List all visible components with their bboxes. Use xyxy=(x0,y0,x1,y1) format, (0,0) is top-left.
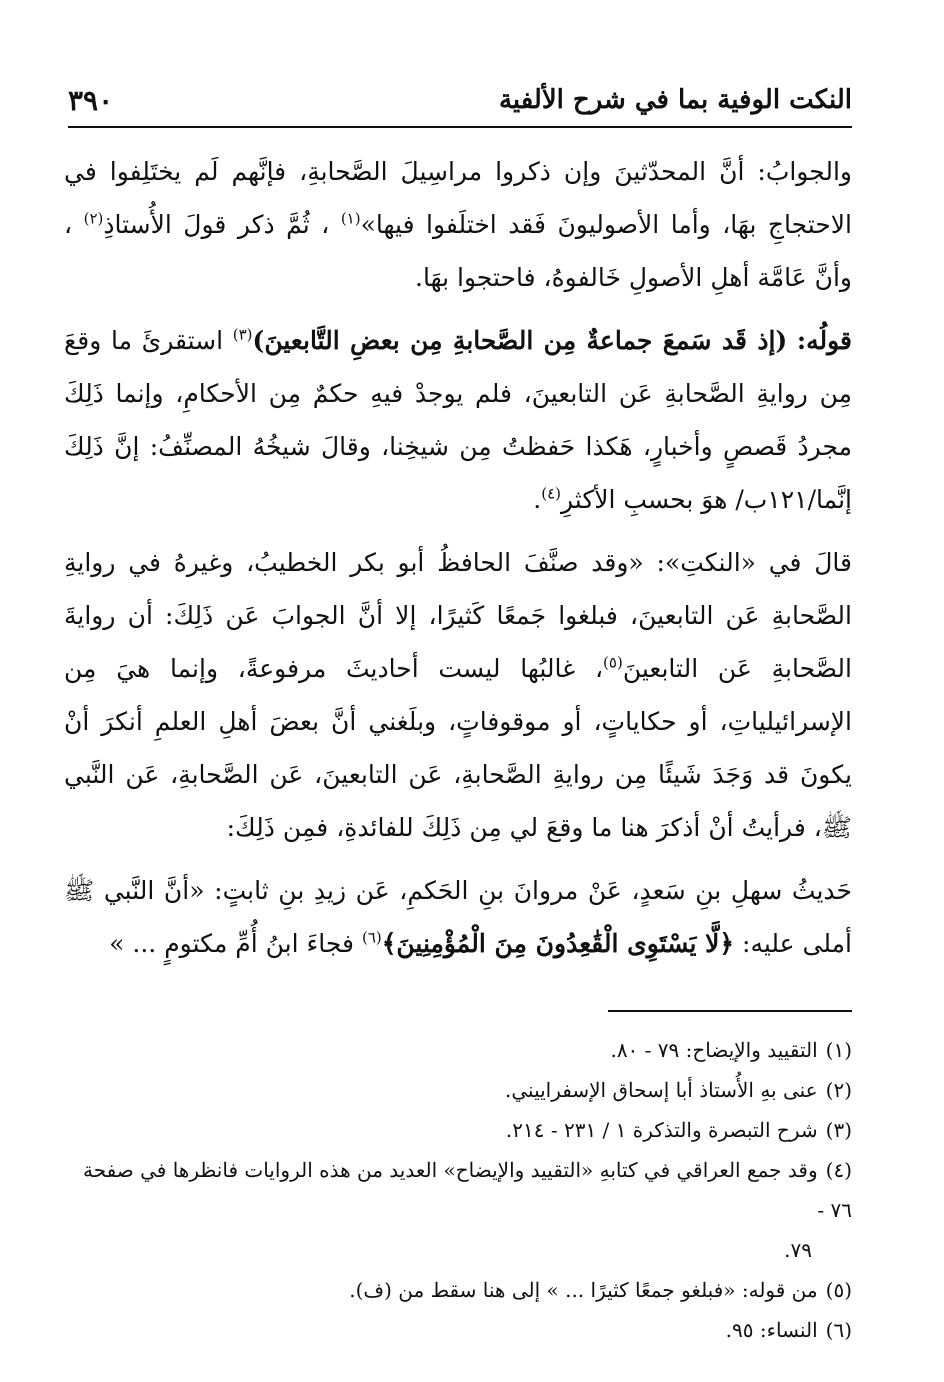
header-divider xyxy=(68,126,852,128)
footnote-4-continued xyxy=(64,1230,852,1270)
paragraph-3-text-a: قالَ في «النكتِ»: «وقد صنَّفَ الحافظُ أبو بكر الخطيبُ، وغيرهُ في روايةِ الصَّحابةِ عَن التابعينَ، فبلغوا جَمعًا كَثيرًا، إلا أنَّ الجوابَ عَن ذَلِكَ: أن روايةَ الصَّحابةِ عَن التابعينَ xyxy=(64,548,852,683)
footnote-4 xyxy=(64,1150,852,1230)
footnote-ref-6[interactable]: (٦) xyxy=(361,928,382,947)
footnote-number: (١) xyxy=(825,1038,852,1062)
footnote-ref-3[interactable]: (٣) xyxy=(232,325,253,344)
footnote-divider xyxy=(608,1010,852,1012)
footnote-ref-2[interactable]: (٢) xyxy=(83,209,104,228)
footnotes xyxy=(64,1030,852,1350)
footnote-number: (٣) xyxy=(825,1118,852,1142)
footnote-text: شرح التبصرة والتذكرة ١ / ٢٣١ - ٢١٤. xyxy=(505,1118,818,1142)
page-number: ٣٩٠ xyxy=(68,83,114,117)
footnote-number: (٢) xyxy=(825,1078,852,1102)
paragraph-2-text: استقرئَ ما وقعَ مِن روايةِ الصَّحابةِ عَن التابعينَ، فلم يوجدْ فيهِ حكمٌ مِن الأحكامِ، وإنما ذَلِكَ مجردُ قَصصٍ وأخبارٍ، هَكذا حَفظتُ مِن شيخِنا، وقالَ شيخُهُ المصنِّفُ: إنَّ ذَلِكَ إنَّما/١٢١ب/ هوَ بحسبِ الأكثرِ xyxy=(64,326,852,514)
paragraph-2 xyxy=(64,314,852,526)
paragraph-2-quote: (إذ قَد سَمعَ جماعةٌ مِن الصَّحابةِ مِن بعضِ التَّابعينَ) xyxy=(252,326,788,355)
paragraph-2-end: . xyxy=(533,485,542,514)
footnote-number: (٥) xyxy=(825,1278,852,1302)
footnote-text: عنى بهِ الأُستاذ أبا إسحاق الإسفراييني. xyxy=(505,1078,818,1102)
footnote-text: من قوله: «فبلغو جمعًا كثيرًا ... » إلى هنا سقط من (ف). xyxy=(349,1278,818,1302)
paragraph-3-text-b: ، غالبُها ليست أحاديثَ مرفوعةً، وإنما هيَ مِن الإسرائيلياتِ، أو حكاياتٍ، أو موقوفاتٍ، وبلَغني أنَّ بعضَ أهلِ العلمِ أنكرَ أنْ يكونَ قد وَجَدَ شَيئًا مِن روايةِ الصَّحابةِ، عَن التابعينَ، عَن الصَّحابةِ، عَن النَّبي ﷺ، فرأيتُ أنْ أذكرَ هنا ما وقعَ لي مِن ذَلِكَ للفائدةِ، فمِن ذَلِكَ: xyxy=(64,654,852,842)
paragraph-1 xyxy=(64,145,852,304)
footnote-ref-1[interactable]: (١) xyxy=(340,209,361,228)
footnote-5 xyxy=(64,1270,852,1310)
footnote-ref-5[interactable]: (٥) xyxy=(603,653,623,672)
paragraph-4-text-b: فجاءَ ابنُ أُمِّ مكتومٍ ... » xyxy=(109,929,354,958)
paragraph-4 xyxy=(64,864,852,970)
footnote-text: النساء: ٩٥. xyxy=(725,1318,818,1342)
paragraph-1-text-c: ، وأنَّ عَامَّة أهلِ الأصولِ خَالفوهُ، فاحتجوا بهَا. xyxy=(64,210,852,292)
footnote-2 xyxy=(64,1070,852,1110)
footnote-text: وقد جمع العراقي في كتابهِ «التقييد والإيضاح» العديد من هذه الروايات فانظرها في صفحة ٧٦ - xyxy=(83,1158,852,1222)
paragraph-2-lead: قولُه: xyxy=(796,326,853,355)
footnote-3 xyxy=(64,1110,852,1150)
quran-verse: ﴿لَّا يَسْتَوِى الْقَٰعِدُونَ مِنَ الْمُؤْمِنِينَ﴾ xyxy=(381,929,735,958)
footnote-number: (٦) xyxy=(825,1318,852,1342)
book-title: النكت الوفية بما في شرح الألفية xyxy=(498,85,852,115)
footnote-text: التقييد والإيضاح: ٧٩ - ٨٠. xyxy=(610,1038,818,1062)
main-text xyxy=(64,145,852,970)
paragraph-1-text-a: والجوابُ: أنَّ المحدّثينَ وإن ذكروا مراسِيلَ الصَّحابةِ، فإنَّهم لَم يختَلِفوا في الاحتجاجِ بهَا، وأما الأصوليونَ فَقد اختلَفوا فيها» xyxy=(64,157,852,239)
footnote-text: ٧٩. xyxy=(784,1238,812,1262)
paragraph-3 xyxy=(64,536,852,854)
footnote-ref-4[interactable]: (٤) xyxy=(541,484,561,503)
footnote-1 xyxy=(64,1030,852,1070)
paragraph-4-text-a: حَديثُ سهلِ بنِ سَعدٍ، عَنْ مروانَ بنِ الحَكمِ، عَن زيدِ بنِ ثابتٍ: «أنَّ النَّبي ﷺ أملى عليه: xyxy=(64,876,852,958)
footnote-6 xyxy=(64,1310,852,1350)
paragraph-1-text-b: ، ثُمَّ ذكر قولَ الأُستاذِ xyxy=(103,210,330,239)
running-header xyxy=(68,78,852,122)
footnote-number: (٤) xyxy=(825,1158,852,1182)
